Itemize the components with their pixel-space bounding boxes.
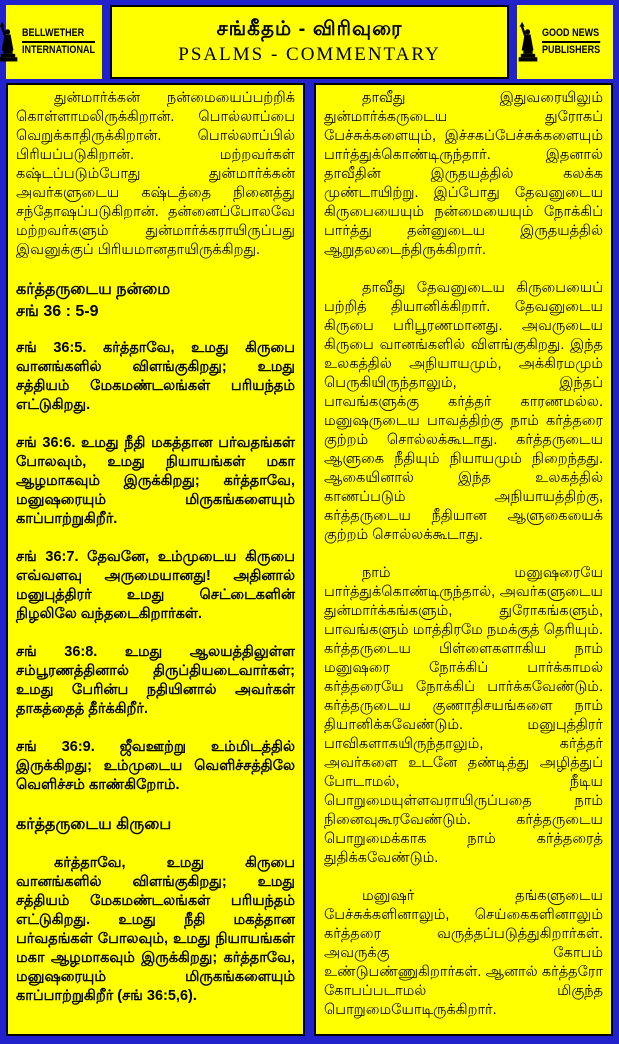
commentary-paragraph-3: நாம் மனுஷரையே பார்த்துக்கொண்டிருந்தால், அவர்களுடைய துன்மார்க்கங்களும், துரோகங்களும், பாவங்களும் மாத்திரமே நமக்குத் தெரியும். கர்த்தருடைய பிள்ளைகளாகிய நாம் மனுஷரை நோக்கிப் பார்க்காமல் கர்த்தரையே நோக்கிப் பார்க்கவேண்டும். கர்த்தருடைய குணாதிசயங்களை நாம் தியானிக்கவேண்டும். மனுபுத்திரர் பாவிகளாகயிருந்தாலும், கர்த்தர் அவர்களை உடனே தண்டித்து அழித்துப் போடாமல், நீடிய பொறுமையுள்ளவராயிருப்பதை நாம் நினைவுகூரவேண்டும். கர்த்தருடைய பொறுமைக்காக நாம் கர்த்தரைத் துதிக்கவேண்டும்.: [324, 565, 603, 866]
commentary-paragraph-4: மனுஷர் தங்களுடைய பேச்சுக்களினாலும், செய்கைகளினாலும் கர்த்தரை வருத்தப்படுத்துகிறார்கள். அவருக்கு கோபம் உண்டுபண்ணுகிறார்கள். ஆனால் கர்த்தரோ கோபப்படாமல் மிகுந்த பொறுமையோடிருக்கிறார்.: [324, 888, 603, 1018]
summary-paragraph: கர்த்தாவே, உமது கிருபை வானங்களில் விளங்குகிறது; உமது சத்தியம் மேகமண்டலங்கள் பரியந்தம் எட்டுகிறது. உமது நீதி மகத்தான பர்வதங்கள் போலவும், உமது நியாயங்கள் மகா ஆழமாகவும் இருக்கிறது; கர்த்தாவே, மனுஷரையும் மிருகங்களையும் காப்பாற்றுகிறீர் (சங் 36:5,6).: [16, 855, 295, 1004]
title-box: [110, 5, 509, 79]
intro-paragraph: துன்மார்க்கன் நன்மையைப்பற்றிக் கொள்ளாமலிருக்கிறான். பொல்லாப்பை வெறுக்காதிருக்கிறான். பொல்லாப்பில் பிரியப்படுகிறான். மற்றவர்கள் கஷ்டப்படும்போது துன்மார்க்கன் அவர்களுடைய கஷ்டத்தை நினைத்து சந்தோஷப்படுகிறான். தன்னைப்போலவே மற்றவர்களும் துன்மார்க்கராயிருப்பது இவனுக்குப் பிரியமானதாயிருக்கிறது.: [16, 90, 295, 258]
verse-36-5: சங் 36:5. கர்த்தாவே, உமது கிருபை வானங்களில் விளங்குகிறது; உமது சத்தியம் மேகமண்டலங்கள் பரியந்தம் எட்டுகிறது.: [16, 340, 295, 413]
section-reference: சங் 36 : 5-9: [16, 303, 99, 320]
goodnews-logo-text: [542, 27, 600, 57]
goodnews-logo-line2: PUBLISHERS: [542, 44, 601, 56]
bellwether-logo-line1: BELLWETHER: [22, 27, 95, 43]
statue-icon: [0, 20, 19, 64]
verse-36-8: சங் 36:8. உமது ஆலயத்திலுள்ள சம்பூரணத்தினால் திருப்தியடைவார்கள்; உமது பேரின்ப நதியினால் அவர்கள் தாகத்தைத் தீர்க்கிறீர்.: [16, 644, 295, 717]
bellwether-logo-text: [22, 27, 95, 57]
statue-icon: [517, 20, 539, 64]
commentary-paragraph-1: தாவீது இதுவரையிலும் துன்மார்க்கருடைய துரோகப் பேச்சுக்களையும், இச்சகப்பேச்சுக்களையும் பார்த்துக்கொண்டிருந்தார். இதனால் தாவீதின் இருதயத்தில் கலக்க முண்டாயிற்று. இப்போது தேவனுடைய கிருபையையும் நன்மையையும் நோக்கிப் பார்த்து தன்னுடைய இருதயத்தில் ஆறுதலடைந்திருக்கிறார்.: [324, 90, 603, 258]
bellwether-logo: [6, 5, 102, 79]
verse-36-6: சங் 36:6. உமது நீதி மகத்தான பர்வதங்கள் போலவும், உமது நியாயங்கள் மகா ஆழமாகவும் இருக்கிறது; கர்த்தாவே, மனுஷரையும் மிருகங்களையும் காப்பாற்றுகிறீர்.: [16, 435, 295, 527]
goodnews-logo-line1: GOOD NEWS: [542, 27, 600, 43]
section-heading-grace: கர்த்தருடைய கிருபை: [16, 816, 172, 833]
bellwether-logo-line2: INTERNATIONAL: [22, 44, 95, 56]
left-column: [6, 83, 305, 1036]
page-title-tamil: சங்கீதம் - விரிவுரை: [216, 18, 403, 40]
header: [6, 5, 613, 79]
verse-36-9: சங் 36:9. ஜீவஊற்று உம்மிடத்தில் இருக்கிறது; உம்முடைய வெளிச்சத்திலே வெளிச்சம் காண்கிறோம்.: [16, 739, 295, 793]
verse-36-7: சங் 36:7. தேவனே, உம்முடைய கிருபை எவ்வளவு அருமையானது! அதினால் மனுபுத்திரர் உமது செட்டைகளின் நிழலிலே வந்தடைகிறார்கள்.: [16, 549, 295, 622]
page-title-english: PSALMS - COMMENTARY: [178, 44, 441, 65]
goodnews-logo: [517, 5, 613, 79]
commentary-paragraph-2: தாவீது தேவனுடைய கிருபையைப் பற்றித் தியானிக்கிறார். தேவனுடைய கிருபை பரிபூரணமானது. அவருடைய கிருபை வானங்களில் விளங்குகிறது. இந்த உலகத்தில் அநியாயமும், அக்கிரமமும் பெருகியிருந்தாலும், இந்தப் பாவங்களுக்கு கர்த்தர் காரணமல்ல. மனுஷருடைய பாவத்திற்கு நாம் கர்த்தரை குற்றம் சொல்லக்கூடாது. கர்த்தருடைய ஆளுகை நீதியும் நியாயமும் நிறைந்தது. ஆகையினால் இந்த உலகத்தில் காணப்படும் அநியாயத்திற்கு, கர்த்தருடைய நீதியான ஆளுகையைக் குற்றம் சொல்லக்கூடாது.: [324, 280, 603, 543]
section-heading-goodness: கர்த்தருடைய நன்மை: [16, 281, 171, 298]
content: [6, 83, 613, 1036]
right-column: [314, 83, 613, 1036]
